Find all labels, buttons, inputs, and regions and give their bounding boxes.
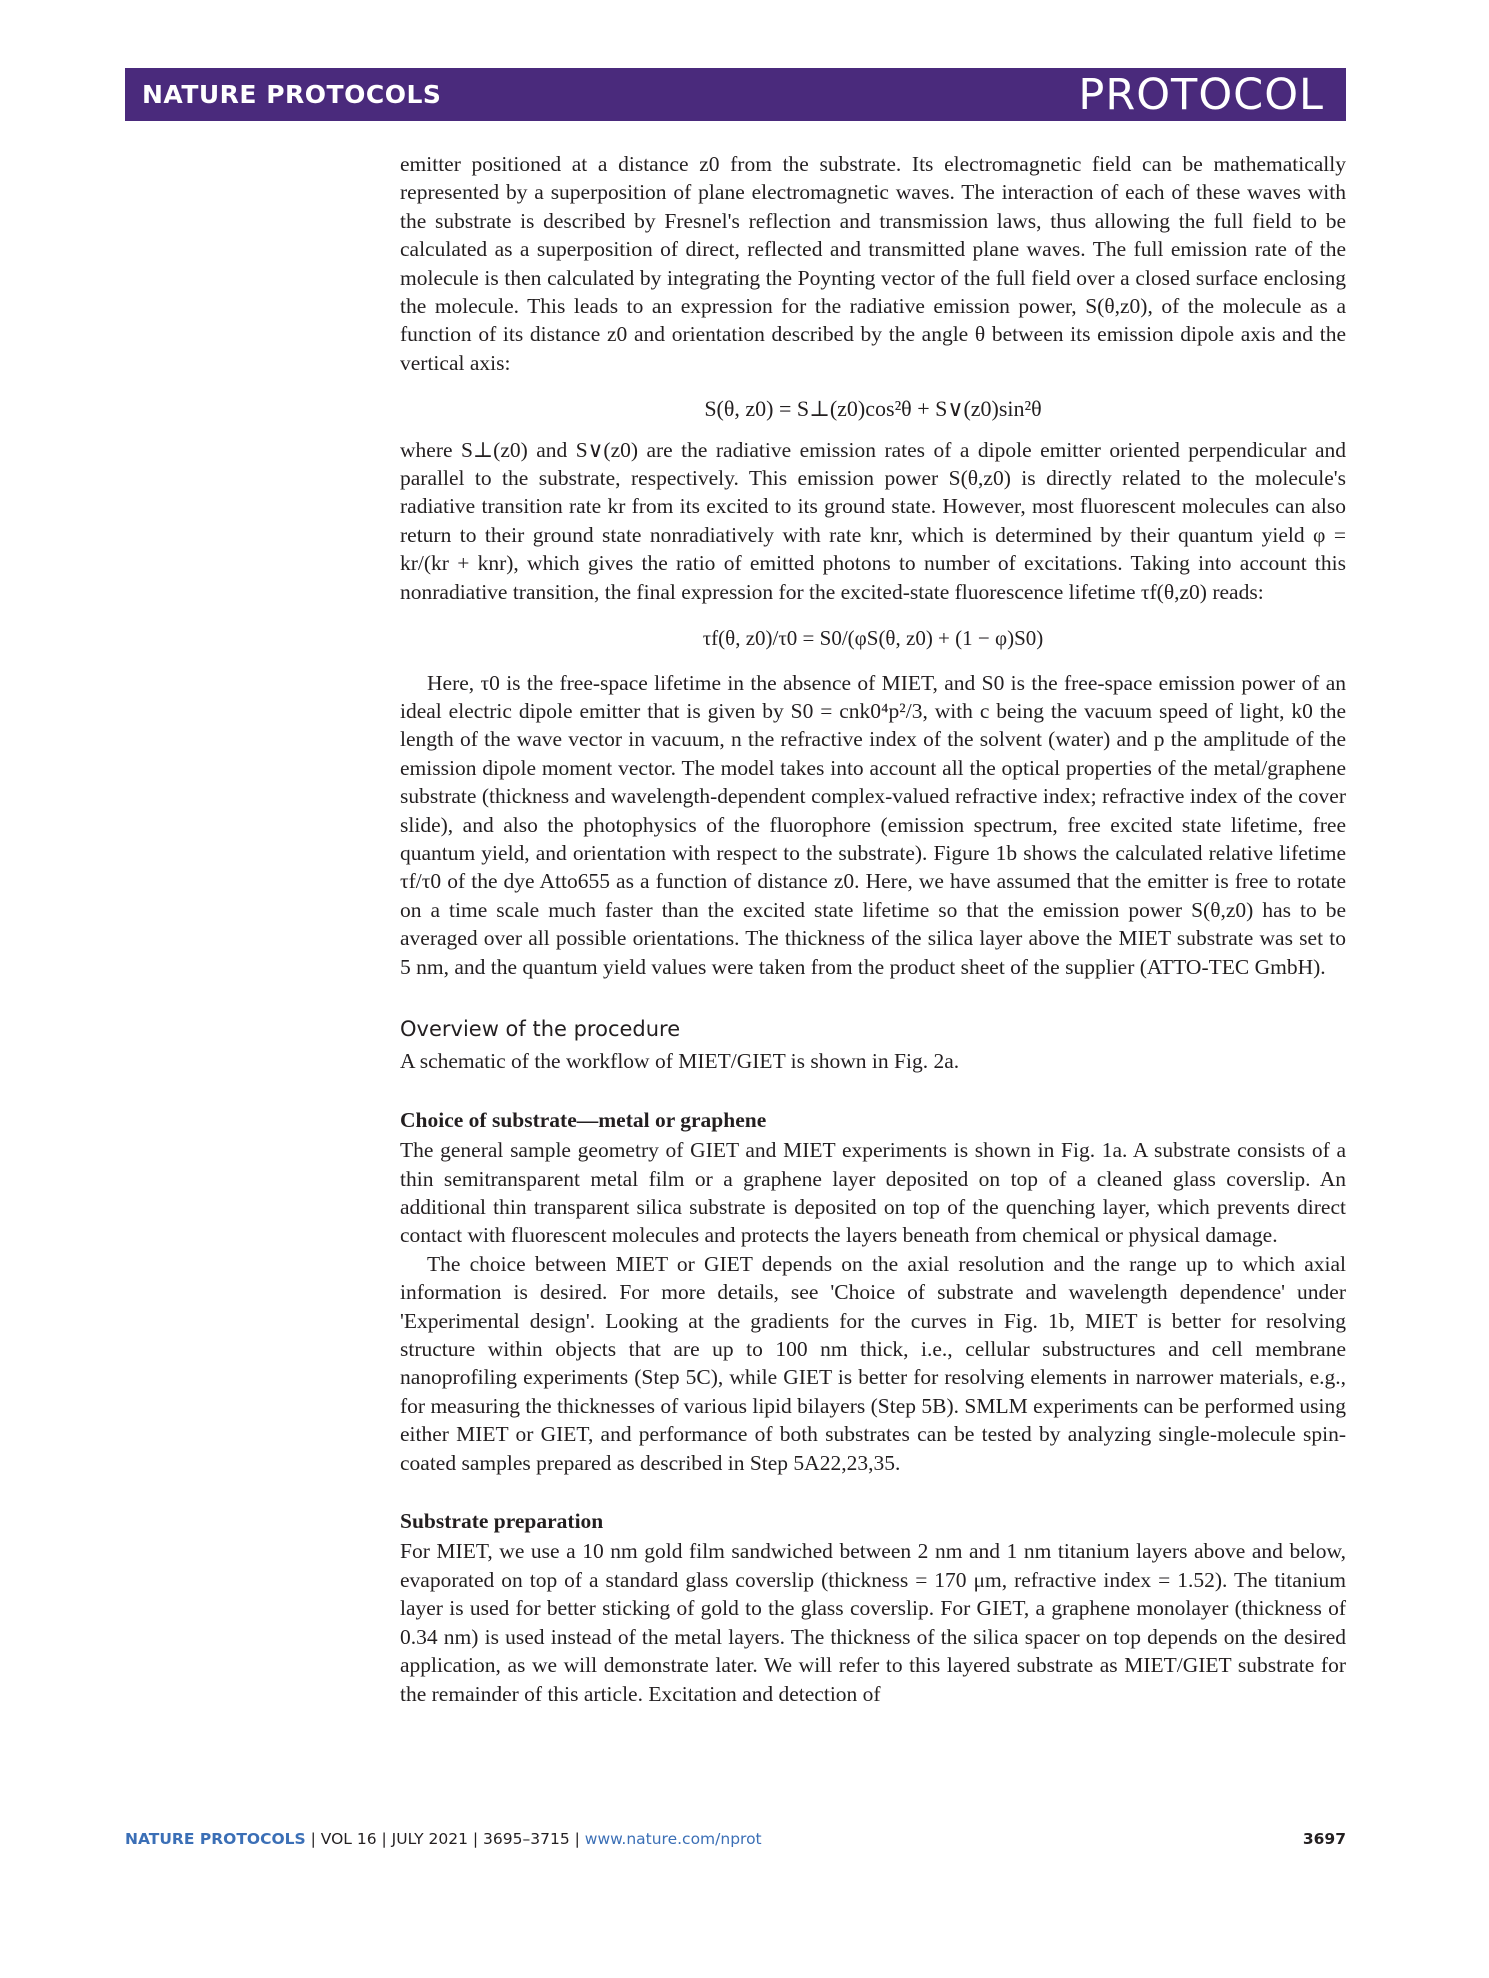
journal-name: NATURE PROTOCOLS bbox=[142, 80, 442, 109]
footer-journal: NATURE PROTOCOLS bbox=[125, 1830, 306, 1848]
paragraph-choice-2: The choice between MIET or GIET depends on the axial resolution and the range up to which axial information is desired. For more details, see 'Choice of substrate and wavelength dependence' under 'Experimental design'. Looking at the gradients for the curves in Fig. 1b, MIET is better for resolving structure within objects that are up to 100 nm thick, i.e., cellular substructures and cell membrane nanoprofiling experiments (Step 5C), while GIET is better for resolving elements in narrower materials, e.g., for measuring the thicknesses of various lipid bilayers (Step 5B). SMLM experiments can be performed using either MIET or GIET, and performance of both substrates can be tested by analyzing single-molecule spin-coated samples prepared as described in Step 5A22,23,35. bbox=[400, 1251, 1346, 1475]
subsection-title-prep: Substrate preparation bbox=[400, 1509, 604, 1534]
footer-citation bbox=[125, 1830, 762, 1848]
page-header bbox=[125, 68, 1346, 121]
footer-url[interactable]: www.nature.com/nprot bbox=[584, 1830, 762, 1848]
page-number: 3697 bbox=[1302, 1830, 1346, 1848]
paragraph-prep: For MIET, we use a 10 nm gold film sandwiched between 2 nm and 1 nm titanium layers above and below, evaporated on top of a standard glass coverslip (thickness = 170 μm, refractive index = 1.52). The titanium layer is used for better sticking of gold to the glass coverslip. For GIET, a graphene monolayer (thickness of 0.34 nm) is used instead of the metal layers. The thickness of the silica spacer on top depends on the desired application, as we will demonstrate later. We will refer to this layered substrate as MIET/GIET substrate for the remainder of this article. Excitation and detection of bbox=[400, 1539, 1346, 1706]
paragraph-emitter: emitter positioned at a distance z0 from the substrate. Its electromagnetic field can be mathematically represented by a superposition of plane electromagnetic waves. The interaction of each of these waves with the substrate is described by Fresnel's reflection and transmission laws, thus allowing the full field to be calculated as a superposition of direct, reflected and transmitted plane waves. The full emission rate of the molecule is then calculated by integrating the Poynting vector of the full field over a closed surface enclosing the molecule. This leads to an expression for the radiative emission power, S(θ,z0), of the molecule as a function of its distance z0 and orientation described by the angle θ between its emission dipole axis and the vertical axis: bbox=[400, 152, 1346, 375]
paragraph-emission-rates: where S⊥(z0) and S∨(z0) are the radiative emission rates of a dipole emitter oriented perpendicular and parallel to the substrate, respectively. This emission power S(θ,z0) is directly related to the molecule's radiative transition rate kr from its excited to its ground state. However, most fluorescent molecules can also return to their ground state nonradiatively with rate knr, which is determined by their quantum yield φ = kr/(kr + knr), which gives the ratio of emitted photons to number of excitations. Taking into account this nonradiative transition, the final expression for the excited-state fluorescence lifetime τf(θ,z0) reads: bbox=[400, 437, 1346, 604]
equation-lifetime: τf(θ, z0)/τ0 = S0/(φS(θ, z0) + (1 − φ)S0) bbox=[702, 626, 1044, 651]
article-type: PROTOCOL bbox=[1078, 70, 1324, 120]
equation-emission-power: S(θ, z0) = S⊥(z0)cos²θ + S∨(z0)sin²θ bbox=[704, 396, 1042, 422]
section-title-overview: Overview of the procedure bbox=[400, 1016, 681, 1041]
subsection-title-choice: Choice of substrate—metal or graphene bbox=[400, 1107, 767, 1132]
article-body bbox=[400, 150, 1346, 1708]
paragraph-overview: A schematic of the workflow of MIET/GIET is shown in Fig. 2a. bbox=[400, 1049, 960, 1074]
paragraph-choice-1: The general sample geometry of GIET and MIET experiments is shown in Fig. 1a. A substrate consists of a thin semitransparent metal film or a graphene layer deposited on top of a cleaned glass coverslip. An additional thin transparent silica substrate is deposited on top of the quenching layer, which prevents direct contact with fluorescent molecules and protects the layers beneath from chemical or physical damage. bbox=[400, 1138, 1346, 1248]
footer-volume: | VOL 16 | JULY 2021 | 3695–3715 | bbox=[310, 1830, 580, 1848]
paragraph-model: Here, τ0 is the free-space lifetime in the absence of MIET, and S0 is the free-space emission power of an ideal electric dipole emitter that is given by S0 = cnk0⁴p²/3, with c being the vacuum speed of light, k0 the length of the wave vector in vacuum, n the refractive index of the solvent (water) and p the amplitude of the emission dipole moment vector. The model takes into account all the optical properties of the metal/graphene substrate (thickness and wavelength-dependent complex-valued refractive index; refractive index of the cover slide), and also the photophysics of the fluorophore (emission spectrum, free excited state lifetime, free quantum yield, and orientation with respect to the substrate). Figure 1b shows the calculated relative lifetime τf/τ0 of the dye Atto655 as a function of distance z0. Here, we have assumed that the emitter is free to rotate on a time scale much faster than the excited state lifetime so that the emission power S(θ,z0) has to be averaged over all possible orientations. The thickness of the silica layer above the MIET substrate was set to 5 nm, and the quantum yield values were taken from the product sheet of the supplier (ATTO-TEC GmbH). bbox=[400, 670, 1346, 979]
